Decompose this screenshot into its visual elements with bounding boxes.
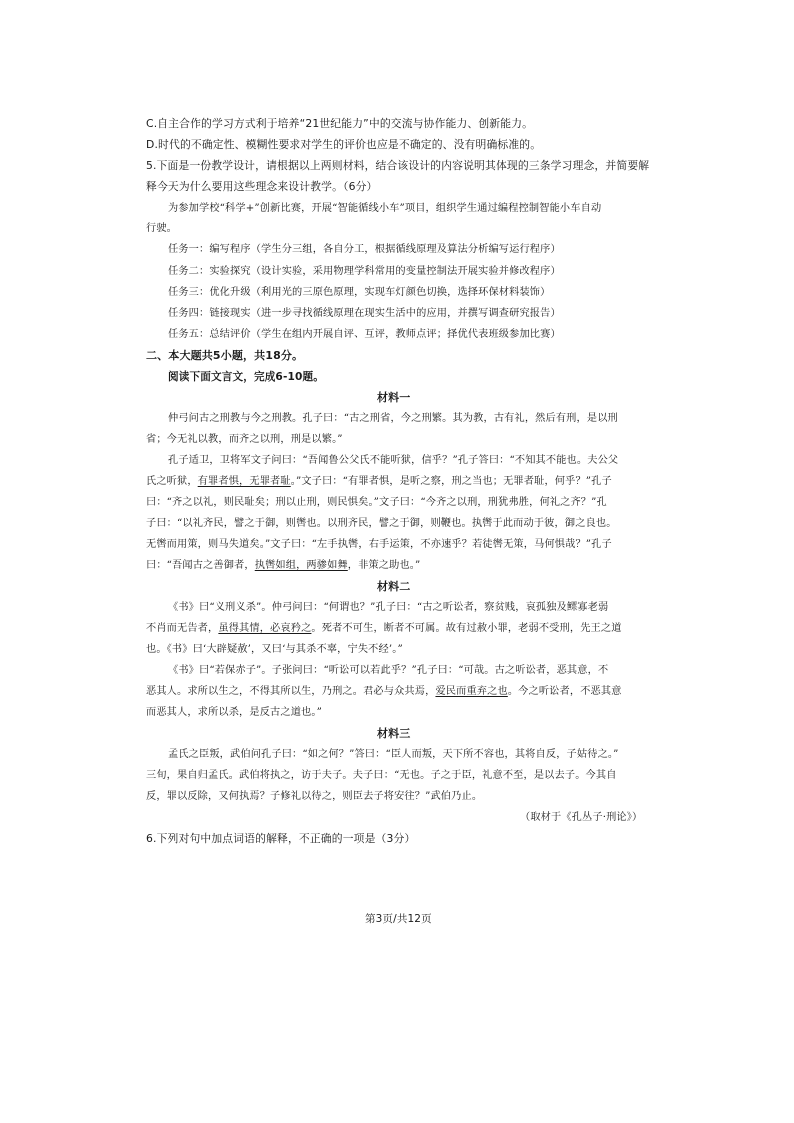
material-2-para-2: 《书》曰“若保赤子”。子张问曰：“听讼可以若此乎？”孔子曰：“可哉。古之听讼者，恶其意，不 (168, 665, 609, 676)
material-3-title: 材料三 (377, 727, 411, 740)
design-task-4: 任务四：链接现实（进一步寻找循线原理在现实生活中的应用，并撰写调查研究报告） (168, 308, 561, 319)
option-d: D.时代的不确定性、模糊性要求对学生的评价也应是不确定的、没有明确标准的。 (146, 138, 542, 151)
underlined-phrase: 有罪者惧，无罪者耻 (197, 476, 291, 487)
text-segment: 不肖而无告者， (146, 623, 219, 634)
material-1-title: 材料一 (377, 391, 411, 404)
material-1-para-2: 无辔而用策，则马失道矣。”文子曰：“左手执辔，右手运策，不亦速乎？若徒辔无策，马何惧哉？”孔子 (146, 539, 612, 550)
design-task-3: 任务三：优化升级（利用光的三原色原理，实现车灯颜色切换，选择环保材料装饰） (168, 287, 551, 298)
design-intro-line-2: 行驶。 (146, 223, 178, 234)
material-1-para-1: 省；今无礼以教，而齐之以刑，刑是以繁。” (146, 434, 343, 445)
question-5-line-1: 5.下面是一份教学设计，请根据以上两则材料，结合该设计的内容说明其体现的三条学习理念，并简要解 (146, 159, 650, 172)
question-5-line-2: 释今天为什么要用这些理念来设计教学。（6分） (146, 180, 378, 193)
material-3-para-1: 反，罪以反除，又何执焉？子修礼以待之，则臣去子将安往？”武伯乃止。 (146, 791, 483, 802)
design-task-2: 任务二：实验探究（设计实验，采用物理学科常用的变量控制法开展实验并修改程序） (168, 266, 561, 277)
material-1-para-1: 仲弓问古之刑教与今之刑教。孔子曰：“古之刑省，今之刑繁。其为教，古有礼，然后有刑，是以刑 (168, 413, 618, 424)
material-1-para-2 (146, 559, 420, 573)
material-1-para-2 (146, 475, 612, 489)
text-segment: 。今之听讼者，不恶其意 (507, 686, 622, 697)
material-1-para-2: 曰：“齐之以礼，则民耻矣；刑以止刑，则民惧矣。”文子曰：“今齐之以刑，刑犹弗胜，何礼之齐？”孔 (146, 497, 607, 508)
material-3-para-1: 孟氏之臣叛，武伯问孔子曰：“如之何？”答曰：“臣人而叛，天下所不容也，其将自反，子姑待之。” (168, 749, 619, 760)
underlined-phrase: 执辔如组，两骖如舞 (254, 560, 348, 571)
material-1-para-2: 子曰：“以礼齐民，譬之于御，则辔也。以刑齐民，譬之于御，则鞭也。执辔于此而动于彼，御之良也。 (146, 518, 617, 529)
material-2-para-1 (146, 622, 622, 636)
section-2-heading: 二、本大题共5小题，共18分。 (146, 349, 304, 362)
underlined-phrase: 虽得其情，必哀矜之 (218, 623, 312, 634)
text-segment: 。死者不可生，断者不可属。故有过赦小罪，老弱不受刑，先王之道 (311, 623, 622, 634)
text-segment: 。”文子曰：“有罪者惧，是听之察，刑之当也；无罪者耻，何乎？”孔子 (290, 476, 612, 487)
material-2-title: 材料二 (377, 580, 411, 593)
material-2-para-1: 也。《书》曰‘大辟疑赦’，又曰‘与其杀不辜，宁失不经’。” (146, 644, 403, 655)
text-segment: 曰：“吾闻古之善御者， (146, 560, 255, 571)
material-3-para-1: 三旬，果自归孟氏。武伯将执之，访于夫子。夫子曰：“无也。子之于臣，礼意不至，是以去子。今其自 (146, 770, 617, 781)
page-number: 第3页/共12页 (365, 913, 432, 925)
underlined-phrase: 爱民而重弃之也 (435, 686, 508, 697)
design-task-1: 任务一：编写程序（学生分三组，各自分工，根据循线原理及算法分析编写运行程序） (168, 244, 561, 255)
section-2-instruction: 阅读下面文言文，完成6-10题。 (168, 371, 325, 383)
design-intro-line-1: 为参加学校“科学+”创新比赛，开展“智能循线小车”项目，组织学生通过编程控制智能小车自动 (168, 203, 602, 214)
design-task-5: 任务五：总结评价（学生在组内开展自评、互评，教师点评；择优代表班级参加比赛） (168, 329, 561, 340)
material-1-para-2: 孔子适卫，卫将军文子问曰：“吾闻鲁公父氏不能听狱，信乎？”孔子答曰：“不知其不能也。夫公父 (168, 455, 619, 466)
text-segment: ，非策之助也。” (347, 560, 421, 571)
question-6: 6.下列对句中加点词语的解释，不正确的一项是（3分） (146, 832, 416, 845)
text-segment: 氏之听狱， (146, 476, 198, 487)
text-segment: 恶其人。求所以生之，不得其所以生，乃刑之。君必与众共焉， (146, 686, 436, 697)
material-2-para-2: 而恶其人，求所以杀，是反古之道也。” (146, 707, 322, 718)
option-c: C.自主合作的学习方式利于培养“21世纪能力”中的交流与协作能力、创新能力。 (146, 117, 534, 130)
material-2-para-1: 《书》曰“义刑义杀”。仲弓问曰：“何谓也？”孔子曰：“古之听讼者，察贫贱，哀孤独及鳏寡老弱 (168, 602, 609, 613)
material-source: （取材于《孔丛子·刑论》） (520, 812, 643, 823)
material-2-para-2 (146, 685, 622, 699)
